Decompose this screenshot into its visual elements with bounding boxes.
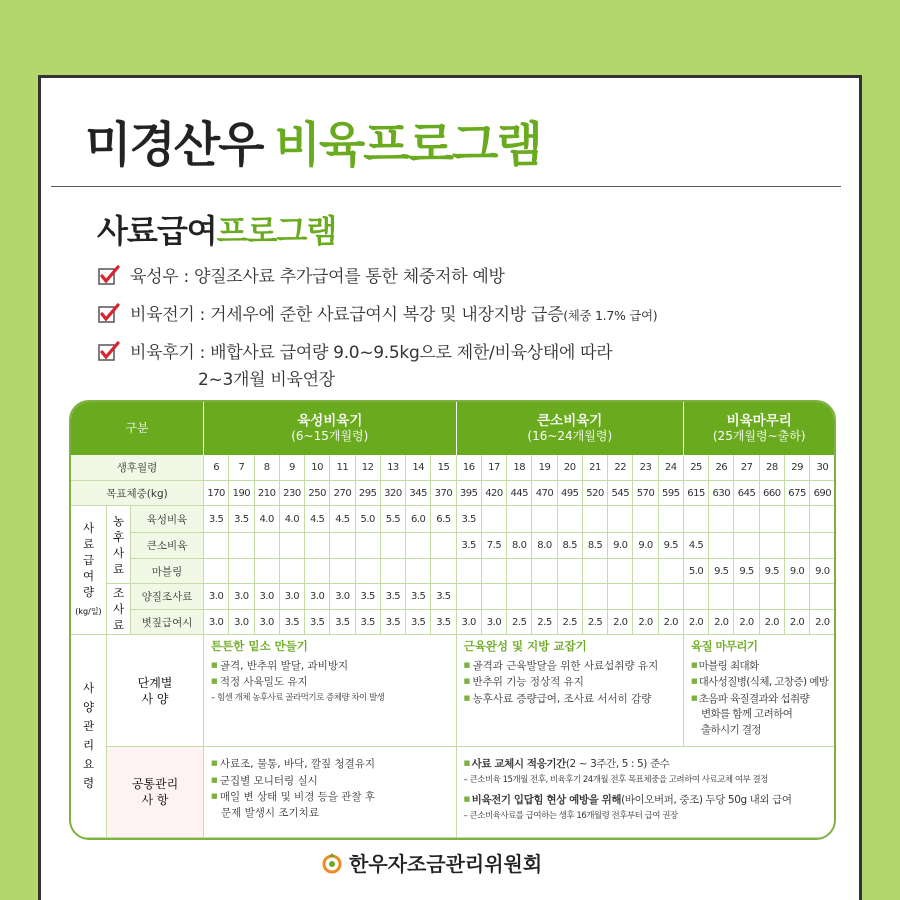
feed-value-cell (532, 506, 557, 533)
weight-cell: 420 (482, 481, 507, 506)
feed-value-cell (204, 533, 229, 559)
feed-value-cell (457, 584, 482, 610)
age-cell: 20 (558, 455, 583, 481)
stage-heading: 튼튼한 밑소 만들기 (211, 639, 308, 653)
checkmark-icon (98, 303, 120, 323)
common-item: ■ 매일 변 상태 및 비경 등을 관찰 후 (211, 789, 375, 806)
feed-value-cell (280, 559, 305, 584)
stage-item: ■ 마블링 최대화 (691, 658, 759, 675)
feed-value-cell (558, 559, 583, 584)
title-green: 비육프로그램 (274, 117, 541, 173)
weight-cell: 495 (558, 481, 583, 506)
feed-value-cell (709, 506, 734, 533)
group-char: 사 (112, 602, 125, 616)
common-management-label (107, 747, 204, 838)
feed-row-label: 큰소비육 (131, 533, 204, 559)
phase-name: 큰소비육기 (537, 412, 603, 429)
feed-value-cell (633, 506, 658, 533)
age-cell: 15 (431, 455, 456, 481)
feed-value-cell: 2.0 (785, 610, 810, 635)
weight-cell: 675 (785, 481, 810, 506)
common-item: ■ 군집별 모니터링 실시 (211, 773, 318, 790)
feed-value-cell (255, 533, 280, 559)
stage-item-cont: 출하시기 결정 (700, 723, 761, 736)
concentrate-group-label (107, 506, 131, 584)
phase-name: 비육마무리 (726, 412, 792, 429)
feed-value-cell: 3.5 (406, 584, 431, 610)
stage-heading: 육질 마무리기 (690, 639, 758, 653)
bullet-item (98, 338, 612, 390)
feed-value-cell: 2.5 (532, 610, 557, 635)
feed-value-cell (532, 559, 557, 584)
feed-value-cell: 3.5 (330, 610, 355, 635)
weight-cell: 570 (633, 481, 658, 506)
weight-cell: 370 (431, 481, 456, 506)
bullet-note: (체중 1.7% 급여) (563, 308, 658, 323)
org-logo-icon (321, 852, 343, 874)
feed-value-cell (558, 506, 583, 533)
age-cell: 23 (633, 455, 658, 481)
header-label-cell: 구분 (71, 402, 204, 455)
feed-value-cell: 8.5 (583, 533, 608, 559)
feed-value-cell (633, 559, 658, 584)
feed-value-cell: 2.0 (760, 610, 785, 635)
common-rule-note: – 큰소비육 15개월 전후, 비육후기 24개월 전후 목표체중을 고려하여 사료교체 여부 결정 (463, 774, 768, 785)
feed-value-cell (558, 584, 583, 610)
phase-header-2 (457, 402, 684, 455)
feed-value-cell: 8.0 (507, 533, 532, 559)
feed-value-cell (255, 559, 280, 584)
management-char: 관 (82, 719, 95, 733)
common-right (457, 747, 836, 838)
stage-note: – 힘센 개체 농후사료 골라먹기로 증체량 차이 발생 (211, 692, 385, 703)
feed-value-cell (760, 506, 785, 533)
feed-value-cell (532, 584, 557, 610)
feed-value-cell: 3.0 (305, 584, 330, 610)
phase-header-3 (684, 402, 836, 455)
feed-value-cell (608, 584, 633, 610)
bullet-item (98, 262, 505, 287)
feed-value-cell: 3.5 (457, 533, 482, 559)
stage-item: ■ 대사성질병(식체, 고창증) 예방 (691, 674, 828, 691)
common-rule-note: – 큰소비육사료를 급여하는 생후 16개월령 전후부터 급여 권장 (463, 810, 678, 821)
stage-item: ■ 적정 사육밀도 유지 (211, 674, 308, 691)
feed-value-cell (381, 533, 406, 559)
feed-value-cell: 3.0 (229, 610, 254, 635)
age-cell: 12 (356, 455, 381, 481)
weight-cell: 615 (684, 481, 709, 506)
feed-value-cell: 9.5 (659, 533, 684, 559)
feed-value-cell (330, 559, 355, 584)
weight-label: 목표체중(kg) (71, 481, 204, 506)
feed-value-cell (583, 559, 608, 584)
stage-phase-3 (684, 635, 836, 747)
weight-cell: 190 (229, 481, 254, 506)
age-cell: 22 (608, 455, 633, 481)
feed-value-cell (507, 506, 532, 533)
feed-value-cell: 3.0 (280, 584, 305, 610)
stage-phase-2 (457, 635, 684, 747)
feed-value-cell (305, 559, 330, 584)
feed-value-cell (608, 559, 633, 584)
feed-value-cell (785, 533, 810, 559)
feed-value-cell: 3.5 (381, 584, 406, 610)
feed-value-cell (229, 559, 254, 584)
section-title (97, 206, 336, 252)
age-cell: 17 (482, 455, 507, 481)
feed-unit: (kg/일) (75, 607, 102, 616)
section-title-green: 프로그램 (216, 212, 337, 250)
stage-item: ■ 골격, 반추위 발달, 과비방지 (211, 658, 348, 675)
org-name: 한우자조금관리위원회 (349, 852, 543, 876)
feed-value-cell (482, 584, 507, 610)
weight-cell: 295 (356, 481, 381, 506)
feed-value-cell (810, 506, 835, 533)
feed-value-cell: 2.5 (583, 610, 608, 635)
feed-value-cell (734, 584, 759, 610)
feed-value-cell (760, 584, 785, 610)
stage-label-line: 단계별 (137, 675, 173, 690)
feed-value-cell: 4.5 (305, 506, 330, 533)
group-char: 농 (112, 513, 125, 528)
feed-value-cell (633, 584, 658, 610)
feed-value-cell: 9.0 (608, 533, 633, 559)
weight-cell: 250 (305, 481, 330, 506)
feed-label-char: 급 (82, 553, 95, 567)
stage-feeding-label (107, 635, 204, 747)
feed-value-cell (507, 559, 532, 584)
feed-value-cell (280, 533, 305, 559)
feed-value-cell (305, 533, 330, 559)
feed-value-cell: 9.0 (785, 559, 810, 584)
stage-item: ■ 반추위 기능 정상적 유지 (464, 674, 584, 691)
weight-cell: 320 (381, 481, 406, 506)
feed-value-cell (381, 559, 406, 584)
feed-value-cell: 3.5 (229, 506, 254, 533)
feed-row-label: 볏짚급여시 (131, 610, 204, 635)
weight-cell: 660 (760, 481, 785, 506)
age-cell: 21 (583, 455, 608, 481)
weight-cell: 545 (608, 481, 633, 506)
feed-value-cell (583, 506, 608, 533)
common-rule-2 (464, 792, 792, 809)
feed-value-cell: 3.0 (204, 610, 229, 635)
checkmark-icon (98, 341, 120, 361)
age-cell: 7 (229, 455, 254, 481)
feed-value-cell: 2.0 (633, 610, 658, 635)
feed-value-cell: 3.0 (482, 610, 507, 635)
feed-label-char: 사 (82, 521, 95, 535)
bullet-text: 비육전기 : 거세우에 준한 사료급여시 복강 및 내장지방 급증 (130, 305, 564, 325)
feed-value-cell: 4.0 (280, 506, 305, 533)
common-rule-rest: (2 ~ 3주간, 5 : 5) 준수 (565, 758, 670, 770)
weight-cell: 345 (406, 481, 431, 506)
phase-range: (25개월령~출하) (712, 428, 806, 443)
age-cell: 18 (507, 455, 532, 481)
feed-value-cell (608, 506, 633, 533)
feed-row-label: 마블링 (131, 559, 204, 584)
feed-value-cell: 3.0 (255, 584, 280, 610)
feed-value-cell: 5.5 (381, 506, 406, 533)
feed-value-cell: 9.5 (760, 559, 785, 584)
weight-cell: 210 (255, 481, 280, 506)
common-rule-bold: 사료 교체시 적응기간 (471, 758, 566, 770)
feed-value-cell: 3.5 (431, 584, 456, 610)
feed-value-cell: 2.0 (810, 610, 835, 635)
feed-value-cell (659, 584, 684, 610)
title-black: 미경산우 (85, 117, 263, 173)
feed-value-cell: 3.5 (356, 610, 381, 635)
age-cell: 10 (305, 455, 330, 481)
group-char: 조 (112, 586, 125, 600)
phase-name: 육성비육기 (297, 412, 363, 429)
weight-cell: 395 (457, 481, 482, 506)
feed-value-cell: 2.0 (659, 610, 684, 635)
weight-cell: 645 (734, 481, 759, 506)
management-char: 리 (82, 738, 95, 752)
common-rule-rest: (바이오버퍼, 중조) 두당 50g 내외 급여 (621, 794, 792, 806)
age-cell: 6 (204, 455, 229, 481)
feed-value-cell (709, 533, 734, 559)
stage-item: ■ 농후사료 증량급여, 조사료 서서히 감량 (464, 691, 652, 708)
age-cell: 28 (760, 455, 785, 481)
feed-value-cell: 3.5 (457, 506, 482, 533)
age-cell: 25 (684, 455, 709, 481)
feed-value-cell: 3.0 (229, 584, 254, 610)
weight-cell: 445 (507, 481, 532, 506)
feed-value-cell: 5.0 (684, 559, 709, 584)
feed-label-char: 료 (82, 537, 95, 551)
feed-value-cell: 3.5 (204, 506, 229, 533)
feeding-table (69, 400, 836, 840)
feed-value-cell: 3.0 (330, 584, 355, 610)
common-left (204, 747, 457, 838)
feed-value-cell: 2.5 (507, 610, 532, 635)
management-char: 령 (82, 776, 95, 790)
common-rule-bold: 비육전기 입답힘 현상 예방을 위해 (471, 794, 622, 806)
age-cell: 19 (532, 455, 557, 481)
feed-label-char: 량 (82, 585, 95, 599)
feed-value-cell: 5.0 (356, 506, 381, 533)
feed-value-cell: 3.5 (305, 610, 330, 635)
stage-item: ■ 초음파 육질결과와 섭취량 (691, 691, 809, 708)
bullet-text: 육성우 : 양질조사료 추가급여를 통한 체중저하 예방 (130, 267, 505, 287)
stage-item-cont: 변화를 함께 고려하여 (700, 708, 793, 720)
feed-value-cell: 8.0 (532, 533, 557, 559)
weight-cell: 170 (204, 481, 229, 506)
feed-value-cell: 3.5 (280, 610, 305, 635)
feed-value-cell (457, 559, 482, 584)
feed-value-cell: 9.0 (810, 559, 835, 584)
weight-cell: 520 (583, 481, 608, 506)
feed-value-cell (583, 584, 608, 610)
feed-value-cell (431, 533, 456, 559)
age-cell: 27 (734, 455, 759, 481)
feed-value-cell: 2.0 (608, 610, 633, 635)
group-char: 사 (112, 545, 125, 560)
age-cell: 11 (330, 455, 355, 481)
feed-value-cell: 7.5 (482, 533, 507, 559)
management-char: 요 (82, 757, 95, 771)
content-card (38, 75, 862, 900)
feed-value-cell: 9.0 (633, 533, 658, 559)
weight-cell: 690 (810, 481, 835, 506)
checkmark-icon (98, 265, 120, 285)
weight-cell: 230 (280, 481, 305, 506)
feed-value-cell: 3.5 (381, 610, 406, 635)
feed-value-cell: 9.5 (734, 559, 759, 584)
feed-value-cell (810, 533, 835, 559)
feed-row-label: 양질조사료 (131, 584, 204, 610)
feed-value-cell: 6.5 (431, 506, 456, 533)
feed-value-cell: 3.0 (255, 610, 280, 635)
bullet-item (98, 300, 657, 325)
feed-value-cell (330, 533, 355, 559)
bullet-text-line2: 2~3개월 비육연장 (198, 370, 335, 390)
stage-heading: 근육완성 및 지방 교잡기 (463, 639, 587, 653)
management-char: 사 (82, 681, 95, 695)
common-rule-1 (464, 756, 670, 773)
bullet-text: 비육후기 : 배합사료 급여량 9.0~9.5kg으로 제한/비육상태에 따라 (130, 343, 613, 363)
roughage-group-label (107, 584, 131, 635)
feed-value-cell (684, 584, 709, 610)
age-label: 생후월령 (71, 455, 204, 481)
feed-row-label: 육성비육 (131, 506, 204, 533)
feed-value-cell: 3.5 (406, 610, 431, 635)
feed-value-cell: 9.5 (709, 559, 734, 584)
age-cell: 29 (785, 455, 810, 481)
feed-value-cell: 4.0 (255, 506, 280, 533)
feed-value-cell: 2.0 (684, 610, 709, 635)
feed-value-cell (356, 533, 381, 559)
feed-value-cell (659, 559, 684, 584)
feed-value-cell (760, 533, 785, 559)
management-char: 양 (82, 700, 95, 714)
feed-value-cell (507, 584, 532, 610)
common-item-cont: 문제 발생시 조기치료 (221, 806, 319, 819)
age-cell: 14 (406, 455, 431, 481)
feed-value-cell (684, 506, 709, 533)
feed-value-cell (431, 559, 456, 584)
feed-value-cell (734, 506, 759, 533)
feed-value-cell: 3.0 (204, 584, 229, 610)
stage-phase-1 (204, 635, 457, 747)
feed-value-cell: 4.5 (684, 533, 709, 559)
feed-value-cell: 3.5 (356, 584, 381, 610)
feed-amount-label (71, 506, 107, 635)
feed-value-cell (356, 559, 381, 584)
feed-value-cell (785, 584, 810, 610)
feed-value-cell (709, 584, 734, 610)
feed-value-cell (810, 584, 835, 610)
age-cell: 8 (255, 455, 280, 481)
age-cell: 24 (659, 455, 684, 481)
feed-value-cell: 2.0 (734, 610, 759, 635)
feed-value-cell (229, 533, 254, 559)
phase-range: (16~24개월령) (527, 428, 613, 443)
feed-value-cell: 3.5 (431, 610, 456, 635)
feed-value-cell (482, 559, 507, 584)
feed-value-cell (734, 533, 759, 559)
age-cell: 9 (280, 455, 305, 481)
weight-cell: 595 (659, 481, 684, 506)
common-label-line: 사 항 (141, 793, 169, 807)
phase-header-1 (204, 402, 457, 455)
group-char: 료 (112, 561, 125, 576)
weight-cell: 270 (330, 481, 355, 506)
feed-value-cell: 2.5 (558, 610, 583, 635)
weight-cell: 630 (709, 481, 734, 506)
group-char: 료 (112, 618, 125, 632)
age-cell: 13 (381, 455, 406, 481)
age-cell: 30 (810, 455, 835, 481)
feed-value-cell (406, 559, 431, 584)
title-divider (51, 186, 841, 187)
feed-value-cell: 4.5 (330, 506, 355, 533)
group-char: 후 (112, 529, 125, 544)
phase-range: (6~15개월령) (291, 428, 369, 443)
section-title-black: 사료급여 (97, 212, 217, 250)
feed-value-cell: 3.0 (457, 610, 482, 635)
feed-value-cell (406, 533, 431, 559)
feed-value-cell (204, 559, 229, 584)
age-cell: 26 (709, 455, 734, 481)
page-title (85, 106, 541, 175)
feed-value-cell: 6.0 (406, 506, 431, 533)
feed-value-cell: 8.5 (558, 533, 583, 559)
common-label-line: 공통관리 (131, 777, 179, 791)
feed-label-char: 여 (82, 569, 95, 583)
common-item: ■ 사료조, 물통, 바닥, 깔짚 청결유지 (211, 756, 375, 773)
age-cell: 16 (457, 455, 482, 481)
weight-cell: 470 (532, 481, 557, 506)
footer-logo (321, 848, 542, 877)
feed-value-cell: 2.0 (709, 610, 734, 635)
stage-label-line: 사 양 (141, 691, 169, 706)
feed-value-cell (482, 506, 507, 533)
management-label (71, 635, 107, 838)
feed-value-cell (659, 506, 684, 533)
stage-item: ■ 골격과 근육발달을 위한 사료섭취량 유지 (464, 658, 659, 675)
feed-value-cell (785, 506, 810, 533)
